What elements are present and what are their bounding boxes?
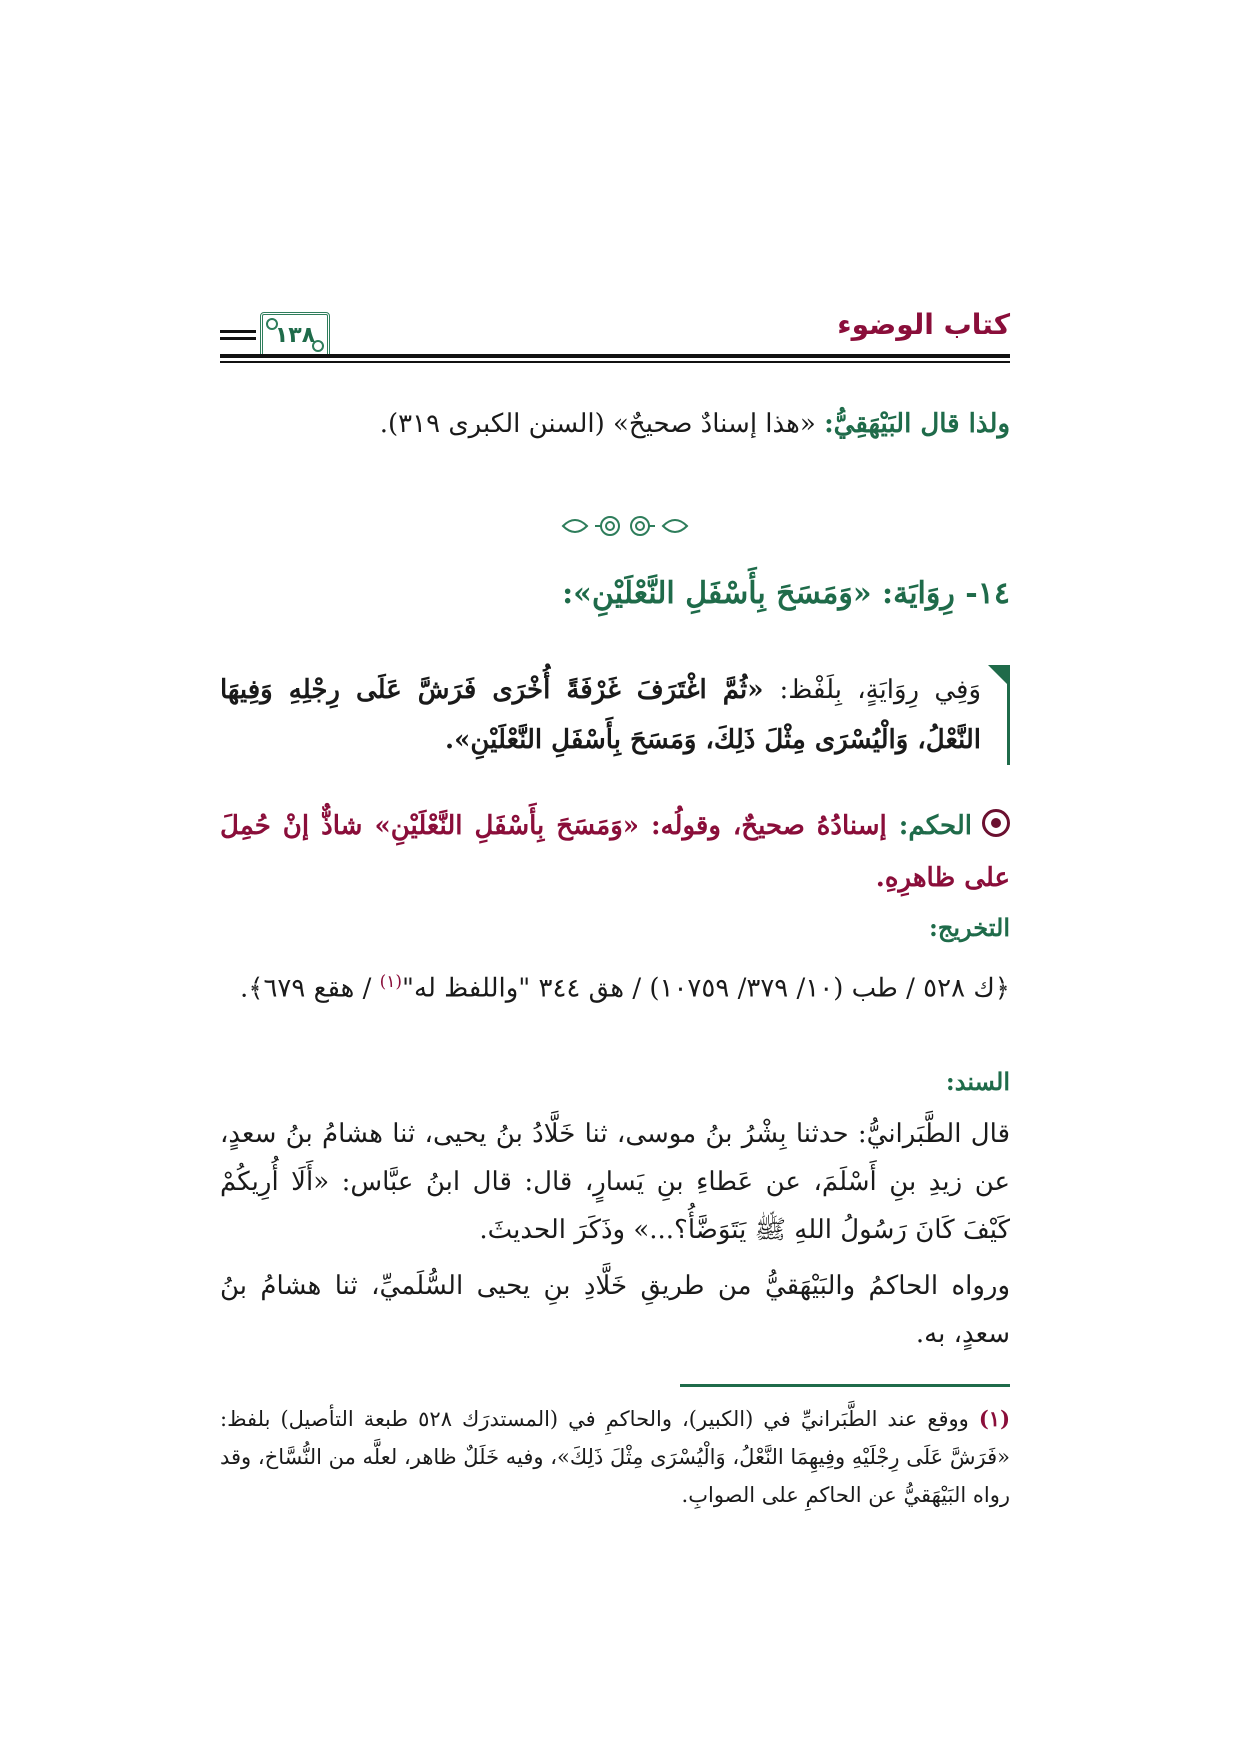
takhrij-line1: ﴿ك ٥٢٨ / طب (١٠/ ٣٧٩/ ١٠٧٥٩) / هق ٣٤٤ "واللفظ له" — [402, 973, 1010, 1004]
header-rule-thin — [220, 361, 1010, 363]
intro-paragraph — [220, 400, 1010, 448]
page-header — [220, 308, 1010, 368]
footnote-separator — [680, 1384, 1010, 1387]
sanad-paragraph-2: ورواه الحاكمُ والبَيْهَقيُّ من طريقِ خَلَّادِ بنِ يحيى السُّلَميِّ، ثنا هشامُ بنُ سعدٍ، به. — [220, 1271, 1010, 1349]
takhrij-line2: / هقع ٦٧٩﴾. — [239, 973, 380, 1004]
takhrij-paragraph — [220, 958, 1010, 1013]
sanad-heading: السند: — [945, 1067, 1010, 1096]
hadith-lead: وَفِي رِوَايَةٍ، بِلَفْظ: — [779, 675, 981, 705]
ruling-paragraph — [220, 800, 1010, 904]
section-title: ١٤- رِوَايَة: «وَمَسَحَ بِأَسْفَلِ النَّعْلَيْنِ»: — [562, 576, 1010, 611]
hadith-quote: «ثُمَّ اغْتَرَفَ غَرْفَةً أُخْرَى فَرَشَّ عَلَى رِجْلِهِ وَفِيهَا النَّعْلُ، وَالْيُسْرَى مِثْلَ ذَلِكَ، وَمَسَحَ بِأَسْفَلِ النَّعْلَيْنِ». — [220, 675, 981, 755]
header-rule-thick — [220, 354, 1010, 358]
ruling-label: الحكم: — [898, 811, 972, 841]
intro-text: «هذا إسنادٌ صحيحٌ» (السنن الكبرى ٣١٩). — [379, 409, 825, 439]
ruling-text: إسنادُهُ صحيحٌ، وقولُه: «وَمَسَحَ بِأَسْفَلِ النَّعْلَيْنِ» شاذٌّ إنْ حُمِلَ على ظاهرِهِ. — [220, 811, 1010, 893]
ruling-rosette-icon — [982, 809, 1010, 837]
hadith-text — [220, 665, 981, 765]
footnote-reference: (١) — [379, 972, 403, 992]
section-divider-ornament-icon — [555, 508, 695, 544]
footnote — [220, 1400, 1010, 1514]
intro-prefix: ولذا قال البَيْهَقِيُّ: — [824, 409, 1010, 439]
page-number: ١٣٨ — [260, 312, 330, 358]
header-rule-left — [220, 330, 256, 340]
book-title: كتاب الوضوء — [837, 308, 1010, 341]
hadith-block — [220, 665, 1010, 765]
takhrij-heading: التخريج: — [929, 913, 1010, 942]
sanad-paragraph-1: قال الطَّبَرانيُّ: حدثنا بِشْرُ بنُ موسى، ثنا خَلَّادُ بنُ يحيى، ثنا هشامُ بنُ سعدٍ، عن زيدِ بنِ أَسْلَمَ، عن عَطاءِ بنِ يَسارٍ، قال: قال ابنُ عبَّاس: «أَلَا أُرِيكُمْ كَيْفَ كَانَ رَسُولُ اللهِ ﷺ يَتَوَضَّأُ؟...» وذَكَرَ الحديثَ. — [220, 1119, 1010, 1245]
footnote-text: ووقع عند الطَّبَرانيِّ في (الكبير)، والحاكمِ في (المستدرَك ٥٢٨ طبعة التأصيل) بلفظ: «فَرَشَّ عَلَى رِجْلَيْهِ وفِيهِمَا النَّعْلُ، وَالْيُسْرَى مِثْلَ ذَلِكَ»، وفيه خَلَلٌ ظاهر، لعلَّه من النُّسَّاخ، وقد رواه البَيْهَقيُّ عن الحاكمِ على الصوابِ. — [220, 1407, 1010, 1507]
footnote-number: (١) — [978, 1406, 1010, 1431]
